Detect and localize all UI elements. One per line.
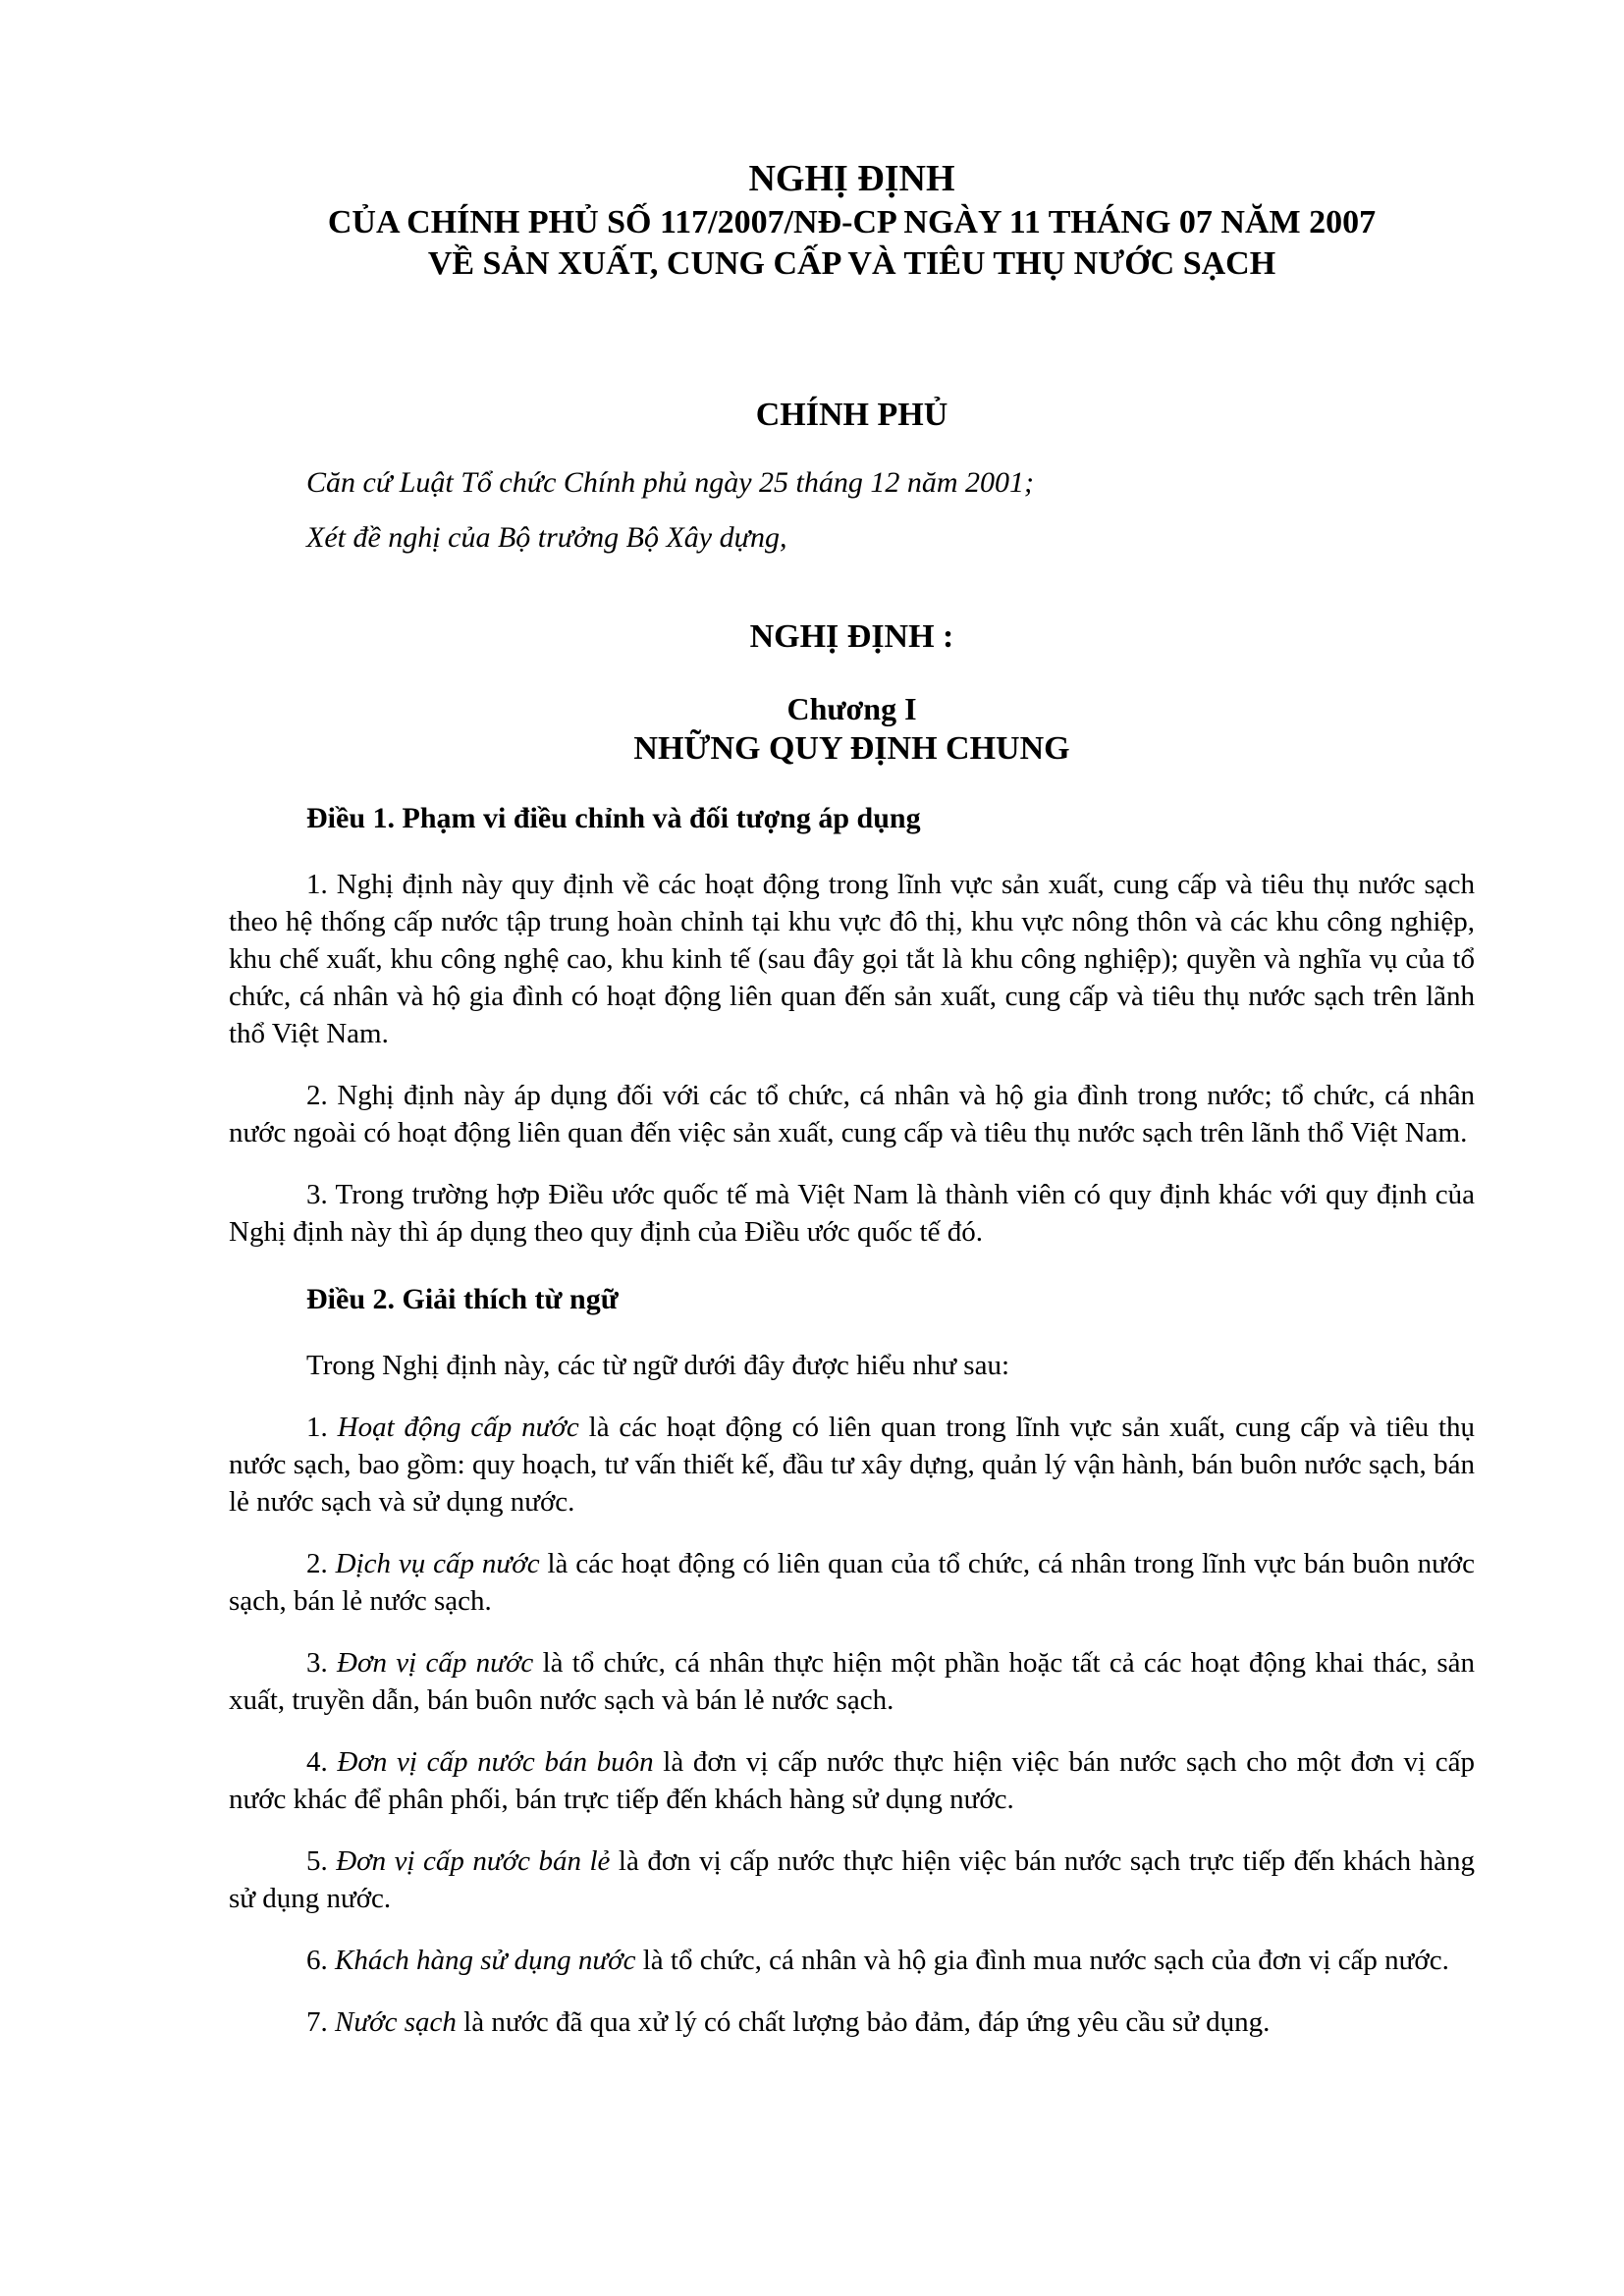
definition-term: Nước sạch [335, 2006, 457, 2038]
article-1-paragraph-2: 2. Nghị định này áp dụng đối với các tổ chức, cá nhân và hộ gia đình trong nước; tổ chức, cá nhân nước ngoài có hoạt động liên quan đến việc sản xuất, cung cấp và tiêu thụ nước sạch trên lãnh thổ Việt Nam. [229, 1080, 1475, 1148]
definition-text: là tổ chức, cá nhân và hộ gia đình mua nước sạch của đơn vị cấp nước. [635, 1945, 1449, 1976]
article-1-paragraph-1: 1. Nghị định này quy định về các hoạt động trong lĩnh vực sản xuất, cung cấp và tiêu thụ nước sạch theo hệ thống cấp nước tập trung hoàn chỉnh tại khu vực đô thị, khu vực nông thôn và các khu công nghiệp, khu chế xuất, khu công nghệ cao, khu kinh tế (sau đây gọi tắt là khu công nghiệp); quyền và nghĩa vụ của tổ chức, cá nhân và hộ gia đình có hoạt động liên quan đến sản xuất, cung cấp và tiêu thụ nước sạch trên lãnh thổ Việt Nam. [229, 869, 1475, 1049]
issuer-heading: CHÍNH PHỦ [755, 397, 948, 433]
preamble-line-2: Xét đề nghị của Bộ trưởng Bộ Xây dựng, [306, 521, 787, 554]
article-2-intro: Trong Nghị định này, các từ ngữ dưới đây được hiểu như sau: [306, 1350, 1010, 1381]
definition-item-4 [229, 1743, 1475, 1818]
definition-item-6 [229, 1942, 1475, 1979]
definition-number: 4. [306, 1746, 338, 1778]
definition-text: là các hoạt động có liên quan của tổ chức, cá nhân trong lĩnh vực bán buôn nước sạch, bán lẻ nước sạch. [229, 1548, 1476, 1617]
chapter-label: Chương I [786, 691, 917, 726]
definition-number: 7. [306, 2006, 335, 2038]
definition-item-2 [229, 1545, 1475, 1620]
definition-number: 3. [306, 1647, 338, 1679]
definition-number: 5. [306, 1845, 337, 1877]
definition-term: Khách hàng sử dụng nước [335, 1945, 636, 1976]
article-2-heading: Điều 2. Giải thích từ ngữ [306, 1283, 619, 1315]
definition-term: Đơn vị cấp nước bán lẻ [336, 1845, 611, 1877]
definition-number: 6. [306, 1945, 335, 1976]
definition-text: là nước đã qua xử lý có chất lượng bảo đảm, đáp ứng yêu cầu sử dụng. [456, 2006, 1271, 2038]
article-1-heading: Điều 1. Phạm vi điều chỉnh và đối tượng áp dụng [306, 802, 921, 834]
definition-text: là đơn vị cấp nước thực hiện việc bán nước sạch trực tiếp đến khách hàng sử dụng nước. [229, 1845, 1476, 1914]
article-1-paragraph-3: 3. Trong trường hợp Điều ước quốc tế mà Việt Nam là thành viên có quy định khác với quy định của Nghị định này thì áp dụng theo quy định của Điều ước quốc tế đó. [229, 1179, 1475, 1248]
definition-text: là tổ chức, cá nhân thực hiện một phần hoặc tất cả các hoạt động khai thác, sản xuất, truyền dẫn, bán buôn nước sạch và bán lẻ nước sạch. [229, 1647, 1475, 1716]
decree-title-block [229, 155, 1475, 285]
definition-text: là đơn vị cấp nước thực hiện việc bán nước sạch cho một đơn vị cấp nước khác để phân phối, bán trực tiếp đến khách hàng sử dụng nước. [229, 1746, 1476, 1815]
definition-term: Hoạt động cấp nước [337, 1412, 579, 1443]
definition-text: là các hoạt động có liên quan trong lĩnh vực sản xuất, cung cấp và tiêu thụ nước sạch, bao gồm: quy hoạch, tư vấn thiết kế, đầu tư xây dựng, quản lý vận hành, bán buôn nước sạch, bán lẻ nước sạch và sử dụng nước. [229, 1412, 1475, 1518]
definition-number: 1. [306, 1412, 338, 1443]
decree-title-line-2: CỦA CHÍNH PHỦ SỐ 117/2007/NĐ-CP NGÀY 11 THÁNG 07 NĂM 2007 [327, 204, 1377, 240]
decree-heading: NGHỊ ĐỊNH : [749, 618, 954, 655]
definition-item-1 [229, 1409, 1475, 1521]
definition-item-7 [229, 2003, 1475, 2041]
definition-number: 2. [306, 1548, 336, 1579]
definition-term: Dịch vụ cấp nước [335, 1548, 540, 1579]
preamble-line-1: Căn cứ Luật Tổ chức Chính phủ ngày 25 tháng 12 năm 2001; [306, 466, 1035, 499]
chapter-heading-block [229, 689, 1475, 770]
definition-item-5 [229, 1842, 1475, 1917]
definition-term: Đơn vị cấp nước bán buôn [337, 1746, 654, 1778]
definition-item-3 [229, 1644, 1475, 1719]
definition-term: Đơn vị cấp nước [337, 1647, 534, 1679]
decree-title-line-1: NGHỊ ĐỊNH [748, 158, 955, 199]
decree-title-line-3: VỀ SẢN XUẤT, CUNG CẤP VÀ TIÊU THỤ NƯỚC SẠCH [427, 245, 1276, 282]
chapter-title: NHỮNG QUY ĐỊNH CHUNG [633, 730, 1070, 767]
